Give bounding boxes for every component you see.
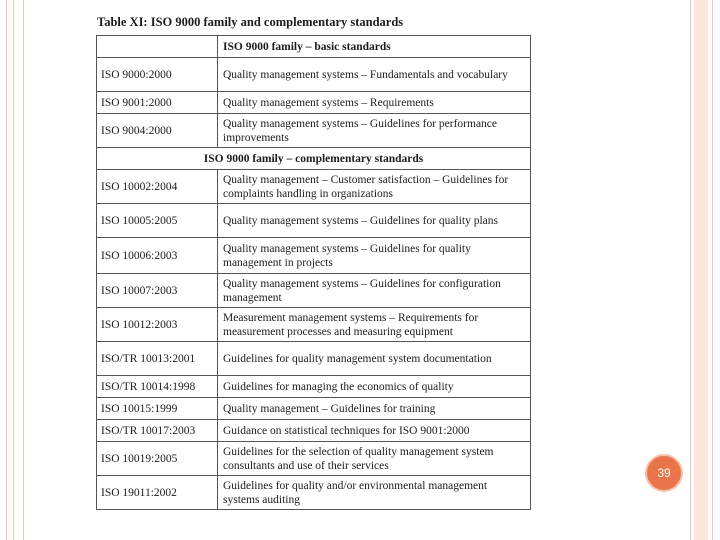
standard-description-cell: Quality management systems – Requirements bbox=[218, 92, 531, 114]
table-row bbox=[97, 376, 531, 398]
standard-code-cell: ISO 9004:2000 bbox=[97, 114, 218, 148]
standard-code-cell: ISO/TR 10014:1998 bbox=[97, 376, 218, 398]
table-row bbox=[97, 476, 531, 510]
standard-description-cell: Quality management systems – Guidelines for performance improvements bbox=[218, 114, 531, 148]
standard-code-cell: ISO 10012:2003 bbox=[97, 308, 218, 342]
standard-code-cell: ISO 10007:2003 bbox=[97, 274, 218, 308]
standard-description-cell: Quality management systems – Guidelines for configuration management bbox=[218, 274, 531, 308]
table-caption: Table XI: ISO 9000 family and complementary standards bbox=[97, 15, 404, 29]
standard-description-cell: Measurement management systems – Requirements for measurement processes and measuring equipment bbox=[218, 308, 531, 342]
standard-description-cell: Quality management systems – Guidelines for quality management in projects bbox=[218, 238, 531, 274]
standard-code-cell: ISO 10005:2005 bbox=[97, 204, 218, 238]
left-border-decoration bbox=[0, 0, 24, 540]
table-row bbox=[97, 420, 531, 442]
section-header: ISO 9000 family – complementary standards bbox=[97, 148, 531, 170]
standard-description-cell: Quality management systems – Guidelines for quality plans bbox=[218, 204, 531, 238]
section-header-row bbox=[97, 148, 531, 170]
section-header: ISO 9000 family – basic standards bbox=[218, 36, 531, 58]
table-row bbox=[97, 238, 531, 274]
standard-description-cell: Quality management systems – Fundamentals and vocabulary bbox=[218, 58, 531, 92]
table-row bbox=[97, 274, 531, 308]
page-number-badge: 39 bbox=[645, 454, 683, 492]
table-row bbox=[97, 204, 531, 238]
standard-code-cell: ISO 10006:2003 bbox=[97, 238, 218, 274]
standard-code-cell: ISO/TR 10017:2003 bbox=[97, 420, 218, 442]
table-row bbox=[97, 342, 531, 376]
table-row bbox=[97, 114, 531, 148]
table-row bbox=[97, 442, 531, 476]
document-table-figure bbox=[96, 13, 530, 510]
table-row bbox=[97, 58, 531, 92]
section-header-blank-cell bbox=[97, 36, 218, 58]
standard-code-cell: ISO 10015:1999 bbox=[97, 398, 218, 420]
table-row bbox=[97, 308, 531, 342]
standard-description-cell: Guidance on statistical techniques for ISO 9001:2000 bbox=[218, 420, 531, 442]
standard-code-cell: ISO 19011:2002 bbox=[97, 476, 218, 510]
iso-standards-table bbox=[96, 35, 531, 510]
table-row bbox=[97, 92, 531, 114]
standard-description-cell: Guidelines for quality and/or environmental management systems auditing bbox=[218, 476, 531, 510]
standard-description-cell: Quality management – Customer satisfaction – Guidelines for complaints handling in organizations bbox=[218, 170, 531, 204]
standard-description-cell: Guidelines for the selection of quality management system consultants and use of their services bbox=[218, 442, 531, 476]
table-row bbox=[97, 170, 531, 204]
standard-description-cell: Guidelines for managing the economics of quality bbox=[218, 376, 531, 398]
standard-description-cell: Guidelines for quality management system documentation bbox=[218, 342, 531, 376]
standard-code-cell: ISO 10019:2005 bbox=[97, 442, 218, 476]
standard-code-cell: ISO 9000:2000 bbox=[97, 58, 218, 92]
standard-code-cell: ISO/TR 10013:2001 bbox=[97, 342, 218, 376]
standard-code-cell: ISO 9001:2000 bbox=[97, 92, 218, 114]
standard-description-cell: Quality management – Guidelines for training bbox=[218, 398, 531, 420]
section-header-row bbox=[97, 36, 531, 58]
table-row bbox=[97, 398, 531, 420]
standard-code-cell: ISO 10002:2004 bbox=[97, 170, 218, 204]
